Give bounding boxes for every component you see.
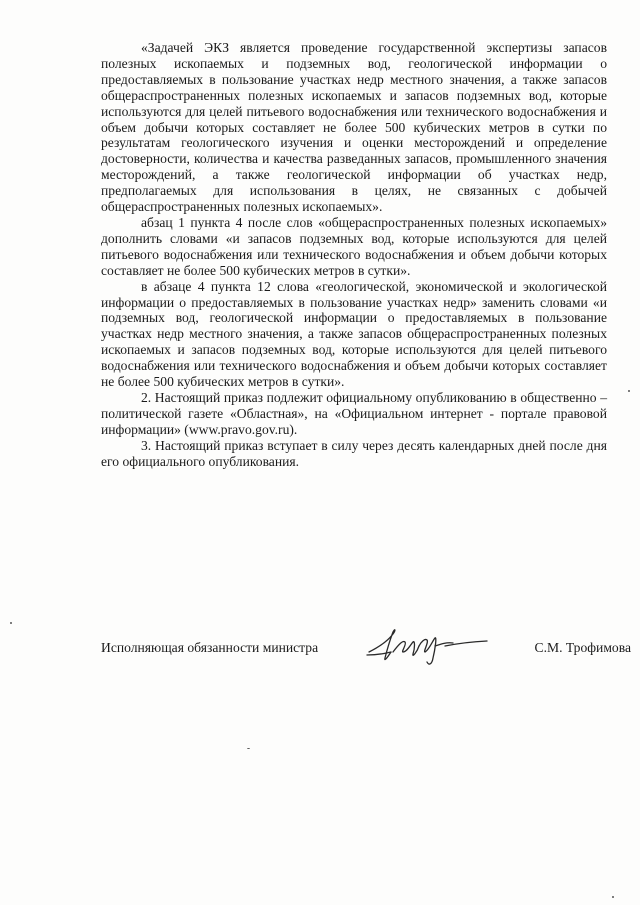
scan-speck — [612, 896, 614, 898]
signatory-position: Исполняющая обязанности министра — [101, 640, 319, 655]
scan-speck — [628, 390, 630, 392]
paragraph-item-12-amendment: в абзаце 4 пункта 12 слова «геологической, экономической и экологической информации о предоставляемых в пользование участках недр» заменить словами «и подземных вод, геологической информации о предоставляемых в пользование участках недр местного значения, а также запасов общераспространенных полезных ископаемых и запасов подземных вод, которые используются для целей питьевого водоснабжения или технического водоснабжения и объем добычи которых составляет не более 500 кубических метров в сутки». — [101, 278, 607, 390]
handwritten-signature — [363, 622, 493, 670]
paragraph-item-4-amendment: абзац 1 пункта 4 после слов «общераспространенных полезных ископаемых» дополнить словами «и запасов подземных вод, которые используются для целей питьевого водоснабжения или технического водоснабжения и объем добычи которых составляет не более 500 кубических метров в сутки». — [101, 214, 607, 278]
paragraph-ekz-task: «Задачей ЭКЗ является проведение государственной экспертизы запасов полезных ископаемых и подземных вод, геологической информации о предоставляемых в пользование участках недр местного значения, а также запасов общераспространенных полезных ископаемых и запасов подземных вод, которые используются для целей питьевого водоснабжения или технического водоснабжения и объем добычи которых составляет не более 500 кубических метров в сутки по результатам геологического изучения и оценки месторождений и определение достоверности, количества и качества разведанных запасов, промышленного значения месторождений, а также геологической информации об участках недр, предполагаемых для использования в целях, не связанных с добычей общераспространенных полезных ископаемых». — [101, 40, 607, 215]
scan-speck — [247, 748, 250, 749]
signatory-name: С.М. Трофимова — [534, 640, 631, 655]
signature-row — [101, 636, 635, 666]
paragraph-publication-order: 2. Настоящий приказ подлежит официальному опубликованию в общественно – политической газете «Областная», на «Официальном интернет - портале правовой информации» (www.pravo.gov.ru). — [101, 389, 607, 437]
scan-speck — [10, 622, 12, 624]
document-body — [101, 40, 607, 469]
paragraph-effective-date: 3. Настоящий приказ вступает в силу через десять календарных дней после дня его официального опубликования. — [101, 437, 607, 469]
